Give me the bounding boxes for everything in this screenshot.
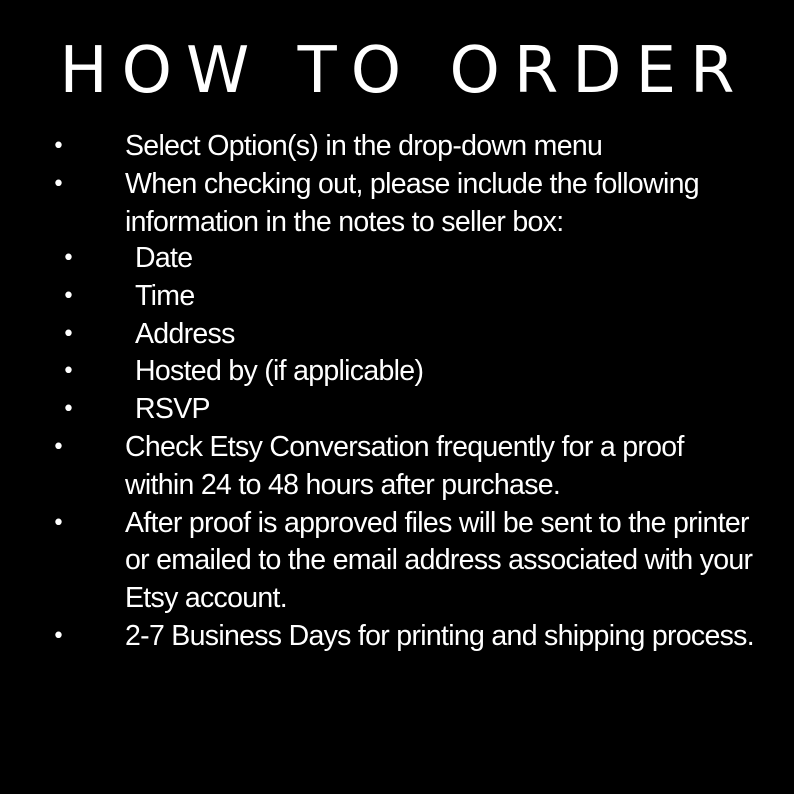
note-field-text: Address xyxy=(135,317,235,350)
bullet-icon: • xyxy=(52,171,65,197)
order-steps-list-continued xyxy=(0,429,794,656)
step-text: Check Etsy Conversation frequently for a proof within 24 to 48 hours after purchase. xyxy=(125,431,684,501)
order-step-shipping-time xyxy=(0,618,794,656)
page-title: HOW TO ORDER xyxy=(59,34,749,108)
bullet-icon: • xyxy=(62,359,75,385)
order-steps-list xyxy=(0,128,794,241)
bullet-icon: • xyxy=(52,510,65,536)
bullet-icon: • xyxy=(52,623,65,649)
step-text: When checking out, please include the following information in the notes to seller box: xyxy=(125,167,699,238)
note-field-text: Date xyxy=(135,242,193,274)
note-field-hosted-by xyxy=(0,353,794,391)
bullet-icon: • xyxy=(52,435,65,460)
bullet-icon: • xyxy=(62,283,75,309)
note-field-text: Time xyxy=(135,279,195,312)
note-fields-list xyxy=(0,240,794,429)
note-field-address xyxy=(0,316,794,354)
bullet-icon: • xyxy=(52,134,65,159)
order-step-select-options xyxy=(0,128,794,166)
step-text: Select Option(s) in the drop-down menu xyxy=(125,130,603,162)
bullet-icon: • xyxy=(62,397,75,423)
note-field-time xyxy=(0,278,794,316)
step-text: After proof is approved files will be sent to the printer or emailed to the email address associated with your Etsy account. xyxy=(125,506,753,615)
order-step-check-conversation xyxy=(0,429,794,505)
note-field-date xyxy=(0,240,794,278)
step-text: 2-7 Business Days for printing and shipping process. xyxy=(125,619,754,652)
bullet-icon: • xyxy=(62,321,75,347)
note-field-text: Hosted by (if applicable) xyxy=(135,355,424,388)
order-step-checkout-notes xyxy=(0,166,794,242)
bullet-icon: • xyxy=(62,246,75,271)
note-field-rsvp xyxy=(0,391,794,429)
order-step-proof-approval xyxy=(0,505,794,618)
note-field-text: RSVP xyxy=(135,393,210,426)
